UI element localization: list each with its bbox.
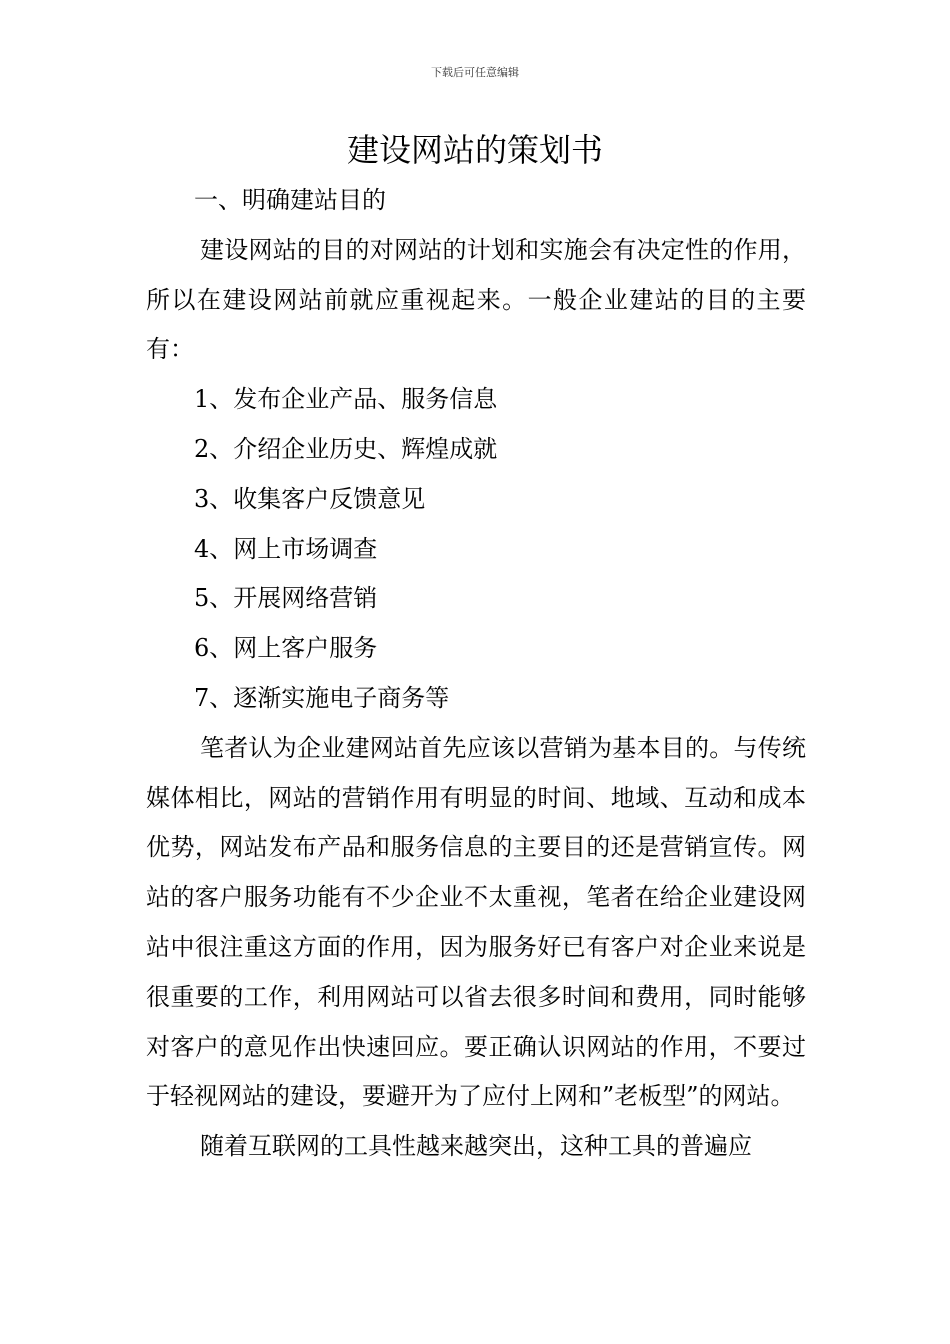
intro-paragraph: 建设网站的目的对网站的计划和实施会有决定性的作用，所以在建设网站前就应重视起来。一般企业建站的目的主要有： xyxy=(146,235,806,364)
header-note: 下载后可任意编辑 xyxy=(431,66,519,79)
document-title: 建设网站的策划书 xyxy=(346,131,603,169)
body-paragraph: 笔者认为企业建网站首先应该以营销为基本目的。与传统媒体相比，网站的营销作用有明显的时间、地域、互动和成本优势，网站发布产品和服务信息的主要目的还是营销宣传。网站的客户服务功能有不少企业不太重视，笔者在给企业建设网站中很注重这方面的作用，因为服务好已有客户对企业来说是很重要的工作，利用网站可以省去很多时间和费用，同时能够对客户的意见作出快速回应。要正确认识网站的作用，不要过于轻视网站的建设，要避开为了应付上网和”老板型”的网站。 xyxy=(146,733,806,1111)
purpose-list-item: 7、逐渐实施电子商务等 xyxy=(194,683,450,712)
section-heading: 一、明确建站目的 xyxy=(194,186,386,214)
document-body xyxy=(146,176,806,1172)
purpose-list-item: 5、开展网络营销 xyxy=(194,584,378,613)
purpose-list-item: 4、网上市场调查 xyxy=(194,534,378,563)
purpose-list-item: 1、发布企业产品、服务信息 xyxy=(194,385,498,414)
purpose-list-item: 2、介绍企业历史、辉煌成就 xyxy=(194,434,498,463)
purpose-list-item: 3、收集客户反馈意见 xyxy=(194,484,426,513)
body-paragraph: 随着互联网的工具性越来越突出，这种工具的普遍应 xyxy=(200,1132,752,1161)
purpose-list-item: 6、网上客户服务 xyxy=(194,634,378,663)
